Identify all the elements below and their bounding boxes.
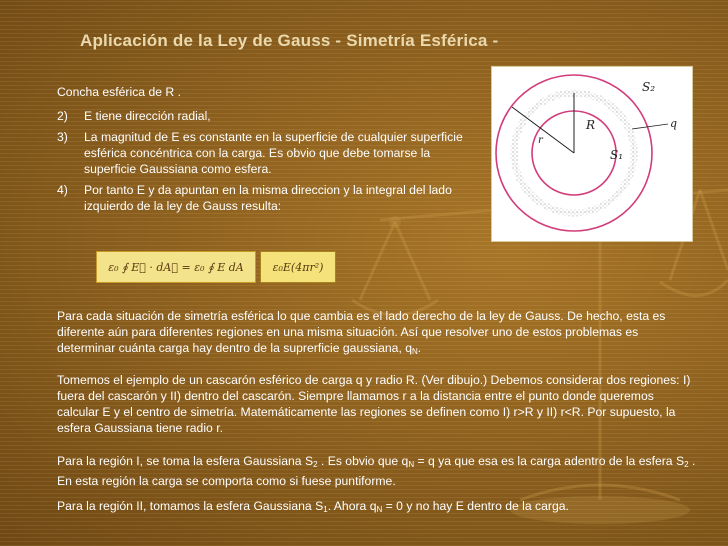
properties-list	[57, 108, 477, 219]
p3-c: = q ya que esa es la carga adentro de la esfera S	[414, 454, 685, 468]
list-item	[57, 182, 477, 214]
p3-b-sub: N	[408, 460, 415, 469]
paragraph-region-1	[57, 453, 697, 489]
list-number: 2)	[57, 109, 68, 123]
equation-right: ε₀E(4πr²)	[260, 251, 336, 283]
p3-b: . Es obvio que q	[317, 454, 409, 468]
p4-a-sub: 1	[323, 505, 328, 514]
p1-sub: N	[412, 347, 418, 356]
p1-text: Para cada situación de simetría esférica lo que cambia es el lado derecho de la ley de Gauss. De hecho, esta es diferente aún para diferentes regiones en una misma situación. Así que resolver uno de estos problemas es determinar cuánta carga hay dentro de la suprerficie gaussiana, q	[57, 309, 666, 355]
list-item	[57, 129, 477, 177]
gauss-equation	[96, 250, 336, 284]
q-pointer	[632, 124, 668, 129]
shell-diagram	[492, 67, 692, 241]
list-number: 4)	[57, 183, 68, 197]
equation-left: ε₀ ∮ E⃗ · dA⃗ = ε₀ ∮ E dA	[96, 251, 256, 283]
list-item	[57, 108, 477, 124]
label-s1: S₁	[610, 148, 624, 162]
label-R: R	[586, 118, 596, 132]
list-number: 3)	[57, 130, 68, 144]
paragraph-example: Tomemos el ejemplo de un cascarón esférico de carga q y radio R. (Ver dibujo.) Debemos considerar dos regiones: I) fuera del cascarón y II) dentro del cascarón. Siempre llamamos r a la distancia entre el punto donde queremos calcular E y el centro de simetría. Matemáticamente las regiones se definen como I) r>R y II) r<R. Por supuesto, la esfera Gaussiana tiene radio r.	[57, 373, 691, 435]
list-text: La magnitud de E es constante en la superficie de cualquier superficie esférica concéntrica con la carga. Es obvio que debe tomarse la superficie Gaussiana como esfera.	[84, 130, 463, 176]
slide-title: Aplicación de la Ley de Gauss - Simetría Esférica -	[80, 31, 499, 50]
paragraph-symmetry	[57, 308, 697, 360]
spherical-shell-figure	[491, 66, 693, 242]
p3-d: . En esta región la carga se comporta como si fuese puntiforme.	[57, 454, 696, 488]
p4-a: Para la región II, tomamos la esfera Gaussiana S	[57, 499, 324, 513]
p1-end: .	[417, 341, 422, 355]
p4-b-sub: N	[376, 505, 383, 514]
p3-c-sub: 2	[684, 460, 689, 469]
label-q: q	[670, 117, 678, 130]
intro-text: Concha esférica de R .	[57, 85, 181, 99]
list-text: E tiene dirección radial,	[84, 109, 211, 123]
p3-a: Para la región I, se toma la esfera Gaussiana S	[57, 454, 314, 468]
label-s2: S₂	[642, 80, 656, 94]
label-r: r	[538, 135, 543, 146]
p4-c: = 0 y no hay E dentro de la carga.	[382, 499, 569, 513]
p3-a-sub: 2	[313, 460, 318, 469]
p4-b: . Ahora q	[327, 499, 377, 513]
paragraph-region-2	[57, 498, 697, 518]
list-text: Por tanto E y da apuntan en la misma direccion y la integral del lado izquierdo de la ley de Gauss resulta:	[84, 183, 452, 213]
